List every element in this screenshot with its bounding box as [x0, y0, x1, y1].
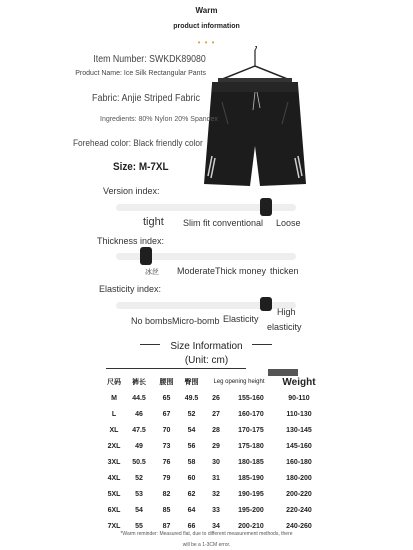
- table-cell: 49.5: [184, 394, 199, 402]
- col-length: 裤长: [132, 379, 146, 386]
- thickness-index-label: Thickness index:: [97, 236, 165, 246]
- elasticity-option-high: High: [277, 307, 296, 317]
- size-info-heading: Size Information: [170, 341, 243, 352]
- table-row: [104, 390, 324, 406]
- table-cell: 185-190: [238, 474, 264, 482]
- elasticity-index-label: Elasticity index:: [99, 284, 162, 294]
- table-cell: 87: [162, 522, 171, 530]
- table-cell: 55: [135, 522, 143, 530]
- version-option-loose: Loose: [276, 218, 301, 228]
- version-option-tight: tight: [143, 216, 164, 228]
- col-weight: Weight: [282, 376, 316, 388]
- table-cell: 200-220: [286, 490, 312, 498]
- thickness-index-knob: [140, 247, 152, 265]
- table-cell: 28: [212, 426, 220, 434]
- col-leg-opening: Leg opening height: [213, 379, 265, 385]
- thickness-option-moderate: ModerateThick money: [177, 266, 267, 276]
- table-cell: 50.5: [132, 458, 146, 466]
- table-row: [104, 454, 324, 470]
- table-cell: 5XL: [107, 490, 121, 498]
- table-cell: 31: [212, 474, 220, 482]
- table-cell: 160-180: [286, 458, 312, 466]
- table-cell: 190-195: [238, 490, 264, 498]
- table-cell: 4XL: [107, 474, 121, 482]
- table-cell: 53: [135, 490, 143, 498]
- table-cell: 66: [187, 522, 196, 530]
- table-cell: 155-160: [238, 394, 264, 402]
- table-row: [104, 422, 324, 438]
- table-cell: 73: [162, 442, 171, 450]
- table-cell: 130-145: [286, 426, 312, 434]
- measurement-note-1: *Warm reminder: Measured flat, due to different measurement methods, there: [120, 531, 293, 537]
- table-cell: 33: [212, 506, 220, 514]
- elasticity-option-high-elasticity: elasticity: [267, 322, 302, 332]
- unit-rule: [106, 368, 246, 369]
- table-cell: 49: [135, 442, 143, 450]
- col-waist: 腰围: [159, 379, 174, 386]
- table-cell: 110-130: [286, 410, 312, 418]
- table-cell: 2XL: [107, 442, 121, 450]
- table-cell: 46: [135, 410, 143, 418]
- table-cell: 64: [187, 506, 196, 514]
- thickness-option-thicken: thicken: [270, 266, 299, 276]
- table-cell: 82: [162, 490, 171, 498]
- table-cell: M: [111, 394, 117, 402]
- table-cell: L: [111, 410, 117, 418]
- version-option-slim: Slim fit conventional: [183, 218, 264, 228]
- version-index-knob: [260, 198, 272, 216]
- table-cell: 62: [187, 490, 196, 498]
- table-cell: 32: [212, 490, 220, 498]
- table-cell: 52: [135, 474, 143, 482]
- table-cell: 180-200: [286, 474, 312, 482]
- table-cell: 90-110: [288, 394, 310, 402]
- product-name: Product Name: Ice Silk Rectangular Pants: [75, 70, 206, 77]
- table-cell: XL: [109, 426, 119, 434]
- header-dots: • • •: [197, 38, 216, 47]
- table-cell: 70: [162, 426, 171, 434]
- table-row: [104, 486, 324, 502]
- elasticity-option-elasticity: Elasticity: [223, 314, 259, 324]
- table-cell: 34: [212, 522, 220, 530]
- table-cell: 79: [162, 474, 171, 482]
- table-cell: 7XL: [107, 522, 121, 530]
- table-cell: 26: [212, 394, 220, 402]
- table-cell: 47.5: [132, 426, 146, 434]
- table-cell: 58: [187, 458, 196, 466]
- elasticity-option-none-micro: No bombsMicro-bomb: [131, 316, 220, 326]
- version-index-label: Version index:: [103, 186, 160, 196]
- table-cell: 3XL: [107, 458, 121, 466]
- table-cell: 44.5: [132, 394, 146, 402]
- table-cell: 6XL: [107, 506, 121, 514]
- table-cell: 195-200: [238, 506, 264, 514]
- forehead-color: Forehead color: Black friendly color: [73, 138, 203, 148]
- table-cell: 65: [162, 394, 171, 402]
- table-cell: 85: [162, 506, 171, 514]
- table-cell: 180-185: [238, 458, 264, 466]
- table-cell: 76: [162, 458, 171, 466]
- size-info-title: [0, 340, 413, 368]
- table-row: [104, 406, 324, 422]
- table-row: [104, 470, 324, 486]
- table-row: [104, 502, 324, 518]
- measurement-note-2: will be a 1-3CM error.: [182, 542, 231, 548]
- table-cell: 170-175: [238, 426, 264, 434]
- item-number: Item Number: SWKDK89080: [93, 54, 206, 65]
- table-cell: 220-240: [286, 506, 312, 514]
- table-cell: 29: [212, 442, 220, 450]
- thickness-option-ice-silk: 冰丝: [145, 269, 159, 276]
- col-hip: 臀围: [184, 379, 199, 386]
- elasticity-index-knob: [260, 297, 272, 311]
- table-cell: 200-210: [238, 522, 264, 530]
- table-cell: 145-160: [286, 442, 312, 450]
- table-cell: 54: [135, 506, 143, 514]
- size-info-unit: (Unit: cm): [184, 355, 229, 366]
- table-cell: 240-260: [286, 522, 312, 530]
- table-cell: 30: [212, 458, 220, 466]
- ingredients: Ingredients: 80% Nylon 20% Spandex: [100, 116, 218, 123]
- table-cell: 160-170: [238, 410, 264, 418]
- size-table: [104, 374, 324, 534]
- table-cell: 175-180: [238, 442, 264, 450]
- table-cell: 56: [187, 442, 196, 450]
- table-cell: 54: [187, 426, 196, 434]
- header-subtitle: product information: [173, 23, 240, 30]
- size-range: Size: M-7XL: [113, 161, 169, 173]
- fabric: Fabric: Anjie Striped Fabric: [91, 93, 200, 104]
- table-cell: 67: [162, 410, 171, 418]
- table-row: [104, 438, 324, 454]
- table-cell: 52: [187, 410, 196, 418]
- col-size: 尺码: [107, 379, 121, 386]
- table-cell: 60: [187, 474, 196, 482]
- table-header-row: [104, 374, 324, 390]
- header-title: Warm: [195, 6, 218, 15]
- table-cell: 27: [212, 410, 220, 418]
